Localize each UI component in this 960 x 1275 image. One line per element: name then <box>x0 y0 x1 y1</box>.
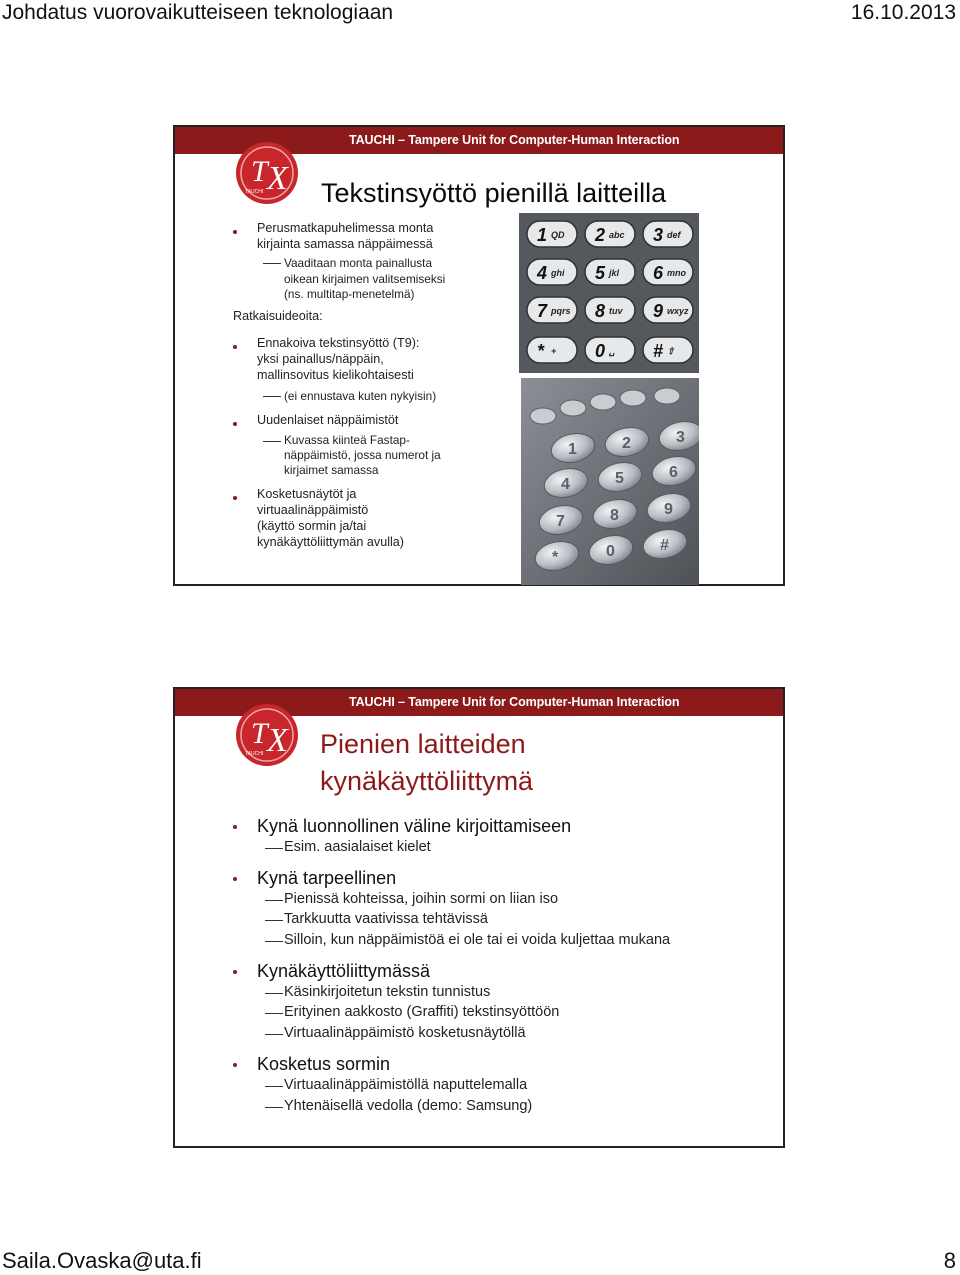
list-item: Virtuaalinäppäimistö kosketusnäytöllä <box>284 1025 526 1041</box>
phone-keyboard-image <box>521 378 699 585</box>
keypad-key-letters: pqrs <box>551 306 571 316</box>
dash <box>265 1013 283 1014</box>
keypad-key <box>643 337 693 363</box>
slide-2-title-line-2: kynäkäyttöliittymä <box>320 766 534 796</box>
list-item: Perusmatkapuhelimessa monta <box>257 221 434 235</box>
phone-key-label: 9 <box>664 501 673 518</box>
dash <box>263 263 281 264</box>
dash <box>265 1107 283 1108</box>
bullet <box>233 825 237 829</box>
keypad-key-letters: QD <box>551 230 565 240</box>
list-item: Esim. aasialaiset kielet <box>284 839 431 855</box>
phone-key-label: 0 <box>606 543 615 560</box>
list-item: Kynä tarpeellinen <box>257 868 397 888</box>
list-item: Vaaditaan monta painallusta <box>284 256 433 270</box>
keypad-key <box>643 297 693 323</box>
list-item: Kynäkäyttöliittymässä <box>257 961 431 981</box>
keypad-key-digit: 2 <box>595 225 606 245</box>
bullet <box>233 230 237 234</box>
svg-text:TAUCHI: TAUCHI <box>245 751 264 757</box>
bullet <box>233 496 237 500</box>
keypad-key-digit: 4 <box>537 263 548 283</box>
page-header-course-title: Johdatus vuorovaikutteiseen teknologiaan <box>2 1 394 24</box>
keypad-key <box>527 259 577 285</box>
list-item: Kynä luonnollinen väline kirjoittamiseen <box>257 816 572 836</box>
slide-1 <box>173 125 785 586</box>
keypad-key-letters: mno <box>667 268 686 278</box>
keypad-key-letters: jkl <box>609 268 620 278</box>
phone-key-label: 3 <box>676 429 685 446</box>
keypad-key-letters: wxyz <box>667 306 689 316</box>
dash <box>265 920 283 921</box>
keypad-key <box>585 221 635 247</box>
list-item: Ennakoiva tekstinsyöttö (T9): <box>257 336 420 350</box>
keypad-key <box>585 337 635 363</box>
svg-text:T: T <box>251 155 268 188</box>
svg-text:T: T <box>251 717 268 750</box>
keypad-key-letters: tuv <box>609 306 623 316</box>
phone-key-label: 8 <box>610 507 619 524</box>
keypad-key-digit: 3 <box>653 225 664 245</box>
list-item: Kosketusnäytöt ja <box>257 487 357 501</box>
keypad-key <box>643 221 693 247</box>
keypad-key-digit: 7 <box>537 301 548 321</box>
keypad-key-letters: abc <box>609 230 625 240</box>
dash <box>265 993 283 994</box>
list-item: Uudenlaiset näppäimistöt <box>257 413 399 427</box>
keypad-image <box>519 213 699 373</box>
tauchi-logo <box>231 699 303 767</box>
phone-key-label: 1 <box>568 441 577 458</box>
keypad-key-digit: 8 <box>595 301 606 321</box>
page-footer-page-number: 8 <box>943 1248 956 1273</box>
list-item: mallinsovitus kielikohtaisesti <box>257 368 414 382</box>
keypad-key-digit: 0 <box>595 341 606 361</box>
phone-key-label: 4 <box>561 476 570 493</box>
keypad-key <box>585 259 635 285</box>
page-header-date: 16.10.2013 <box>850 1 956 24</box>
slide-2-title <box>320 726 533 800</box>
phone-function-key <box>620 390 646 406</box>
list-item: yksi painallus/näppäin, <box>257 352 384 366</box>
dash <box>263 396 281 397</box>
phone-key-label: 6 <box>669 464 678 481</box>
list-item: kirjainta samassa näppäimessä <box>257 237 433 251</box>
list-item: (ei ennustava kuten nykyisin) <box>284 389 437 403</box>
dash <box>265 1034 283 1035</box>
keypad-key-digit: * <box>537 341 545 361</box>
list-item: virtuaalinäppäimistö <box>257 503 369 517</box>
keypad-key-letters: def <box>667 230 681 240</box>
list-item: oikean kirjaimen valitsemiseksi <box>284 272 446 286</box>
keypad-key <box>527 337 577 363</box>
keypad-key-letters: ghi <box>551 268 565 278</box>
keypad-key-letters: + <box>551 346 557 356</box>
keypad-key-digit: 5 <box>595 263 606 283</box>
keypad-key <box>643 259 693 285</box>
phone-function-key <box>590 394 616 410</box>
list-item: kynäkäyttöliittymän avulla) <box>257 535 404 549</box>
phone-key-label: * <box>552 549 559 566</box>
list-item: Silloin, kun näppäimistöä ei ole tai ei voida kuljettaa mukana <box>284 932 671 948</box>
keypad-key-digit: 1 <box>537 225 548 245</box>
dash <box>265 900 283 901</box>
list-item: Ratkaisuideoita: <box>233 309 323 323</box>
svg-text:TAUCHI: TAUCHI <box>245 189 264 195</box>
phone-key-label: # <box>660 537 669 554</box>
keypad-key-letters: ⇧ <box>667 346 675 356</box>
bullet <box>233 970 237 974</box>
bullet <box>233 422 237 426</box>
slide-1-title: Tekstinsyöttö pienillä laitteilla <box>321 178 667 208</box>
list-item: (käyttö sormin ja/tai <box>257 519 367 533</box>
dash <box>265 941 283 942</box>
bullet <box>233 345 237 349</box>
list-item: Käsinkirjoitetun tekstin tunnistus <box>284 984 491 1000</box>
page-footer-email: Saila.Ovaska@uta.fi <box>2 1248 202 1273</box>
phone-key-label: 2 <box>622 435 631 452</box>
bullet <box>233 1063 237 1067</box>
keypad-key-digit: 9 <box>653 301 664 321</box>
phone-function-key <box>530 408 556 424</box>
list-item: Yhtenäisellä vedolla (demo: Samsung) <box>284 1098 533 1114</box>
phone-function-key <box>654 388 680 404</box>
keypad-key <box>585 297 635 323</box>
phone-key-label: 7 <box>556 513 565 530</box>
svg-text:X: X <box>267 160 288 197</box>
list-item: Kosketus sormin <box>257 1054 391 1074</box>
slide-2-title-line-1: Pienien laitteiden <box>320 729 526 759</box>
list-item: Kuvassa kiinteä Fastap- <box>284 433 410 447</box>
slide-2 <box>173 687 785 1148</box>
list-item: Pienissä kohteissa, joihin sormi on liian iso <box>284 891 559 907</box>
keypad-key <box>527 297 577 323</box>
phone-keyboard-photo <box>521 378 699 585</box>
dash <box>265 848 283 849</box>
keypad-photo <box>519 213 699 373</box>
list-item: Virtuaalinäppäimistöllä naputtelemalla <box>284 1077 528 1093</box>
list-item: Tarkkuutta vaativissa tehtävissä <box>284 911 488 927</box>
phone-function-key <box>560 400 586 416</box>
dash <box>265 1086 283 1087</box>
keypad-key <box>527 221 577 247</box>
keypad-key-digit: # <box>653 341 664 361</box>
phone-key-label: 5 <box>615 470 624 487</box>
list-item: (ns. multitap-menetelmä) <box>284 287 415 301</box>
keypad-key-letters: ␣ <box>609 346 615 356</box>
svg-text:X: X <box>267 722 288 759</box>
bullet <box>233 877 237 881</box>
slide-banner-text: TAUCHI – Tampere Unit for Computer-Human Interaction <box>349 695 680 709</box>
dash <box>263 441 281 442</box>
list-item: näppäimistö, jossa numerot ja <box>284 448 441 462</box>
list-item: kirjaimet samassa <box>284 463 379 477</box>
slide-banner-text: TAUCHI – Tampere Unit for Computer-Human Interaction <box>349 133 680 147</box>
keypad-key-digit: 6 <box>653 263 664 283</box>
tauchi-logo <box>231 137 303 205</box>
list-item: Erityinen aakkosto (Graffiti) tekstinsyöttöön <box>284 1004 560 1020</box>
